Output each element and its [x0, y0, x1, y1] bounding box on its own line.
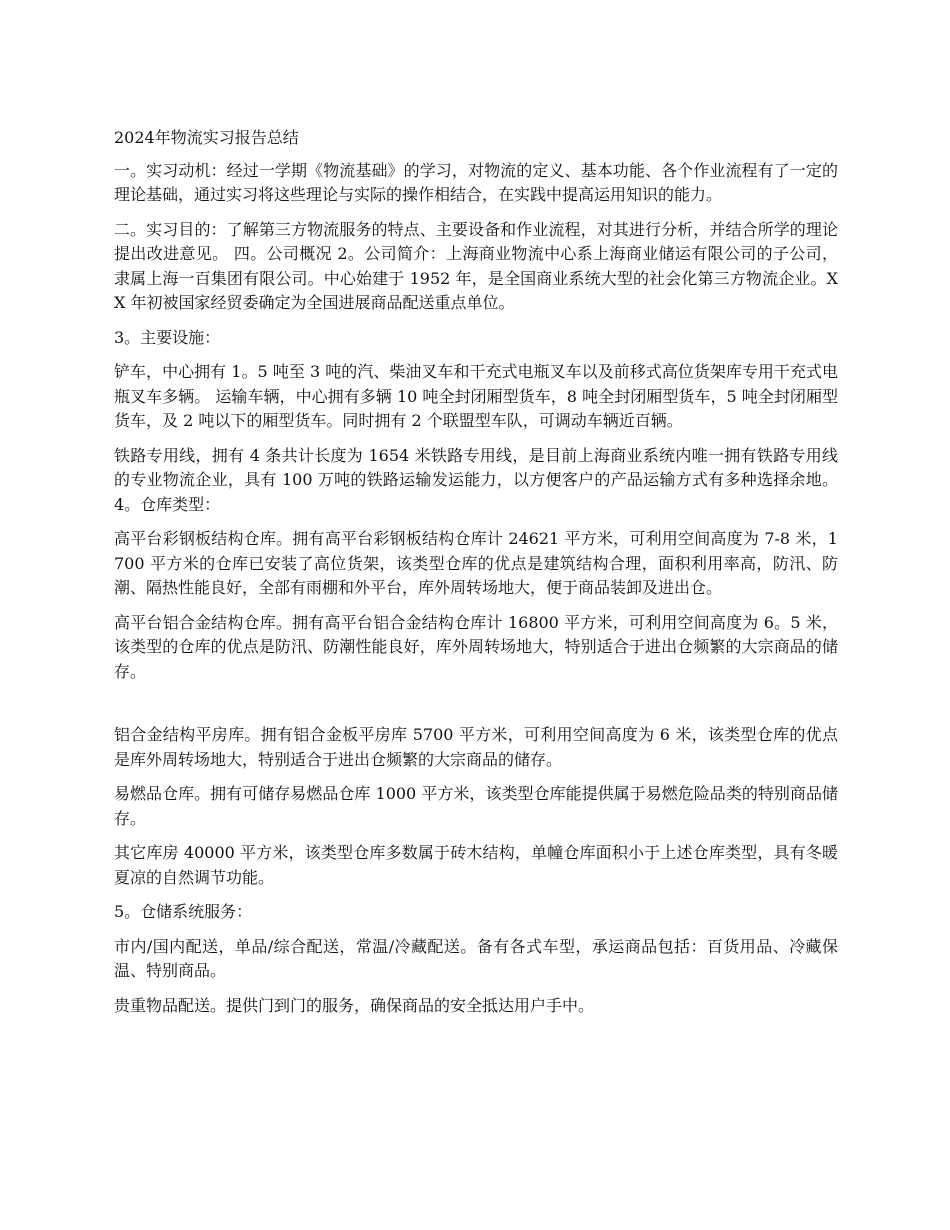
paragraph-flammable-warehouse: 易燃品仓库。拥有可储存易燃品仓库 1000 平方米，该类型仓库能提供属于易燃危险品类的特别商品储存。	[114, 784, 838, 828]
paragraph-steel-warehouse: 高平台彩钢板结构仓库。拥有高平台彩钢板结构仓库计 24621 平方米，可利用空间高度为 7-8 米，1700 平方米的仓库已安装了高位货架，该类型仓库的优点是建筑结构合理，面积利用率高，防汛、防潮、隔热性能良好，全部有雨棚和外平台，库外周转场地大，便于商品装卸及进出仓。	[114, 529, 838, 597]
paragraph-forklifts: 铲车，中心拥有 1。5 吨至 3 吨的汽、柴油叉车和干充式电瓶叉车以及前移式高位货架库专用干充式电瓶叉车多辆。 运输车辆，中心拥有多辆 10 吨全封闭厢型货车，8 吨全封闭厢型货车，5 吨全封闭厢型货车，及 2 吨以下的厢型货车。同时拥有 2 个联盟型车队，可调动车辆近百辆。	[114, 362, 838, 430]
section-gap	[114, 694, 838, 723]
paragraph-railway: 铁路专用线，拥有 4 条共计长度为 1654 米铁路专用线，是目前上海商业系统内唯一拥有铁路专用线的专业物流企业，具有 100 万吨的铁路运输发运能力，以方便客户的产品运输方式有多种选择余地。 4。仓库类型：	[114, 445, 838, 514]
paragraph-valuables: 贵重物品配送。提供门到门的服务，确保商品的安全抵达用户手中。	[114, 995, 595, 1015]
paragraph-aluminum-bungalow: 铝合金结构平房库。拥有铝合金板平房库 5700 平方米，可利用空间高度为 6 米，该类型仓库的优点是库外周转场地大，特别适合于进出仓频繁的大宗商品的储存。	[114, 725, 838, 769]
paragraph-other-warehouses: 其它库房 40000 平方米，该类型仓库多数属于砖木结构，单幢仓库面积小于上述仓库类型，具有冬暖夏凉的自然调节功能。	[114, 843, 838, 887]
paragraph-facilities-heading: 3。主要设施：	[114, 327, 221, 347]
paragraph-motivation: 一。实习动机：经过一学期《物流基础》的学习，对物流的定义、基本功能、各个作业流程有了一定的理论基础，通过实习将这些理论与实际的操作相结合，在实践中提高运用知识的能力。	[114, 160, 838, 204]
document-title: 2024年物流实习报告总结	[114, 128, 299, 147]
document-body	[114, 126, 838, 1028]
paragraph-storage-heading: 5。仓储系统服务：	[114, 902, 253, 921]
paragraph-purpose: 二。实习目的：了解第三方物流服务的特点、主要设备和作业流程，对其进行分析，并结合所学的理论提出改进意见。 四。公司概况 2。公司简介：上海商业物流中心系上海商业储运有限公司的子公司，隶属上海一百集团有限公司。中心始建于 1952 年，是全国商业系统大型的社会化第三方物流企业。XX 年初被国家经贸委确定为全国进展商品配送重点单位。	[114, 219, 838, 312]
paragraph-distribution: 市内/国内配送，单品/综合配送，常温/冷藏配送。备有各式车型，承运商品包括：百货用品、冷藏保温、特别商品。	[114, 936, 838, 980]
paragraph-aluminum-warehouse: 高平台铝合金结构仓库。拥有高平台铝合金结构仓库计 16800 平方米，可利用空间高度为 6。5 米，该类型的仓库的优点是防汛、防潮性能良好，库外周转场地大，特别适合于进出仓频繁的大宗商品的储存。	[114, 612, 838, 681]
